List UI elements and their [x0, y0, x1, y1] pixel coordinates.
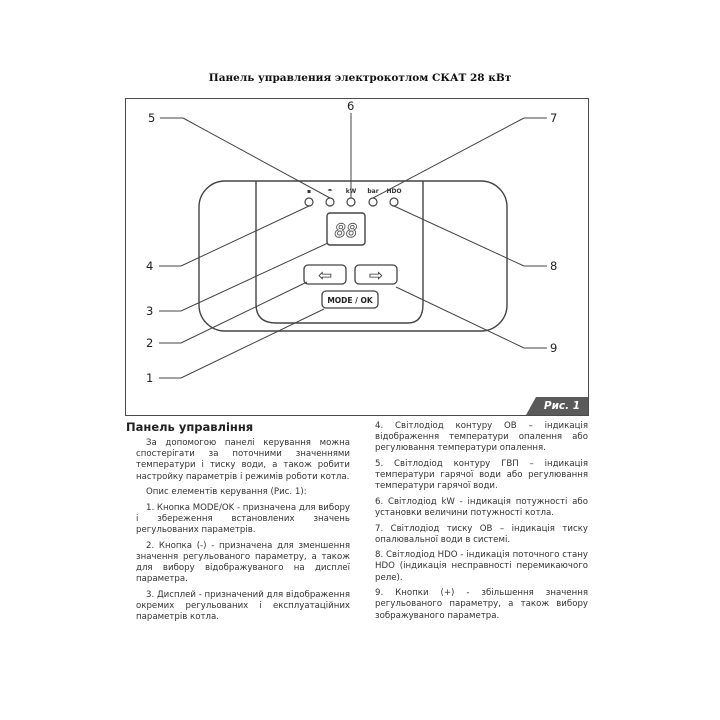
- led-hdo: [390, 198, 398, 206]
- control-panel-figure: [125, 98, 589, 416]
- panel-diagram: [126, 99, 590, 417]
- right-arrow-icon: ⇨: [368, 266, 384, 286]
- indicator-hot-water-icon: ☂: [327, 188, 333, 195]
- callout-3: 3: [146, 304, 154, 318]
- indicator-heating-icon: ▪: [306, 188, 312, 195]
- callout-9: 9: [550, 341, 558, 355]
- callout-5: 5: [148, 111, 156, 125]
- item-4: 4. Світлодіод контуру ОВ – індикація відображення температури опалення або регулювання температури опалення.: [375, 421, 588, 454]
- callout-7: 7: [550, 111, 558, 125]
- text-column-right: [375, 421, 588, 626]
- led-bar: [369, 198, 377, 206]
- led-heating: [305, 198, 313, 206]
- callout-6: 6: [347, 99, 355, 113]
- elements-heading: Опис елементів керування (Рис. 1):: [146, 487, 307, 498]
- item-1: 1. Кнопка MODE/OK - призначена для вибору і збереження встановлених значень регульованих параметрів.: [136, 502, 350, 536]
- callout-2: 2: [146, 336, 154, 350]
- led-kw: [347, 198, 355, 206]
- callout-1: 1: [146, 371, 154, 385]
- intro-paragraph: За допомогою панелі керування можна спостерігати за поточними значеннями температури і тиску води, а також робити настройку параметрів і режимів роботи котла.: [136, 438, 350, 482]
- section-title: Панель управління: [126, 420, 254, 434]
- indicator-kw-label: kW: [345, 188, 357, 195]
- display-digits: 88: [334, 220, 358, 242]
- callout-4: 4: [146, 259, 154, 273]
- item-6: 6. Світлодіод kW - індикація потужності або установки величини потужності котла.: [375, 496, 588, 519]
- left-arrow-icon: ⇦: [317, 266, 333, 286]
- indicator-bar-label: bar: [367, 188, 379, 195]
- led-hot-water: [326, 198, 334, 206]
- callout-8: 8: [550, 259, 558, 273]
- item-5: 5. Світлодіод контуру ГВП – індикація температури гарячої води або регулювання температури гарячої води.: [375, 458, 588, 492]
- item-9: 9. Кнопки (+) - збільшення значення регульованого параметру, а також вибору зображуваного параметра.: [375, 588, 588, 621]
- indicator-hdo-icon: HDO: [386, 188, 402, 195]
- item-7: 7. Світлодіод тиску ОВ – індикація тиску опалювальної води в системі.: [375, 523, 588, 545]
- item-8: 8. Світлодіод HDO - індикація поточного стану HDO (індикація несправності перемикаючого реле).: [375, 550, 588, 583]
- page-title: Панель управления электрокотлом СКАТ 28 кВт: [208, 72, 512, 84]
- mode-ok-label: MODE / OK: [327, 296, 373, 305]
- item-2: 2. Кнопка (-) - призначена для зменшення значення регульованого параметру, а також для вибору відображуваного на дисплеї параметра.: [136, 540, 350, 585]
- item-3: 3. Дисплей - призначений для відображення окремих регульованих і експлуатаційних параметрів котла.: [136, 589, 350, 623]
- figure-label: Рис. 1: [536, 397, 588, 415]
- text-column-left: [136, 438, 350, 628]
